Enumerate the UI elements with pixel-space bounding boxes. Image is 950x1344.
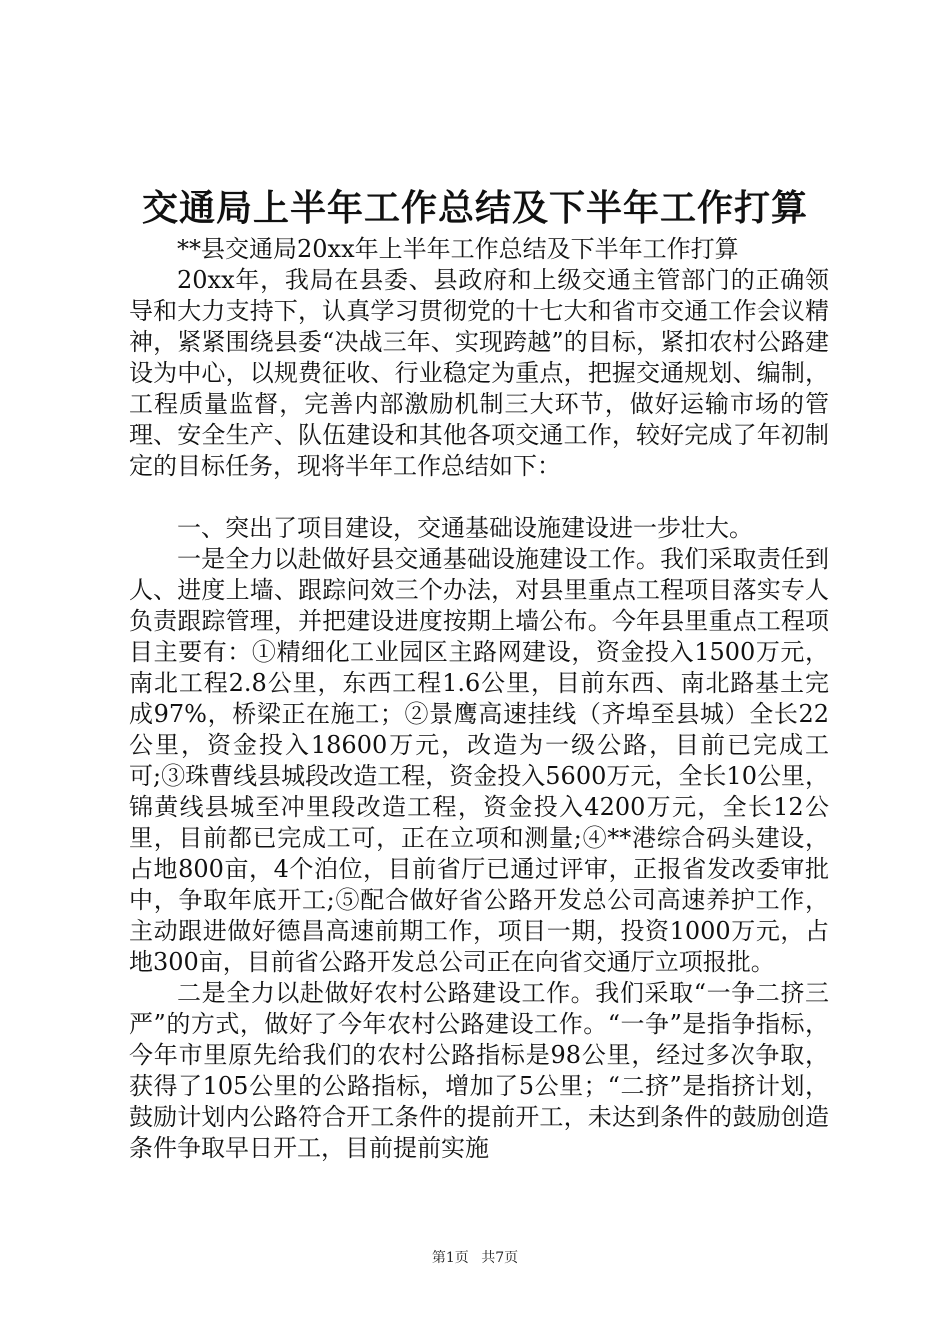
section-heading: 一、突出了项目建设，交通基础设施建设进一步壮大。 [177, 514, 753, 542]
page-footer [0, 1248, 950, 1268]
page-total: 共7页 [481, 1250, 519, 1266]
body-paragraph: 二是全力以赴做好农村公路建设工作。我们采取“一争二挤三严”的方式，做好了今年农村公路建设工作。“一争”是指争指标，今年市里原先给我们的农村公路指标是98公里，经过多次争取，获得了105公里的公路指标，增加了5公里；“二挤”是指挤计划，鼓励计划内公路符合开工条件的提前开工，未达到条件的鼓励创造条件争取早日开工，目前提前实施 [129, 979, 829, 1162]
page-number: 第1页 [431, 1250, 469, 1266]
document-body [129, 234, 829, 1164]
subtitle-paragraph: **县交通局20xx年上半年工作总结及下半年工作打算 [177, 235, 739, 263]
document-title: 交通局上半年工作总结及下半年工作打算 [141, 188, 808, 229]
intro-paragraph: 20xx年，我局在县委、县政府和上级交通主管部门的正确领导和大力支持下，认真学习贯彻党的十七大和省市交通工作会议精神，紧紧围绕县委“决战三年、实现跨越”的目标，紧扣农村公路建设为中心，以规费征收、行业稳定为重点，把握交通规划、编制，工程质量监督，完善内部激励机制三大环节，做好运输市场的管理、安全生产、队伍建设和其他各项交通工作，较好完成了年初制定的目标任务，现将半年工作总结如下： [129, 266, 829, 480]
paragraph-spacer [129, 482, 829, 513]
body-paragraph: 一是全力以赴做好县交通基础设施建设工作。我们采取责任到人、进度上墙、跟踪问效三个办法，对县里重点工程项目落实专人负责跟踪管理，并把建设进度按期上墙公布。今年县里重点工程项目主要有：①精细化工业园区主路网建设，资金投入1500万元，南北工程2.8公里，东西工程1.6公里，目前东西、南北路基土完成97%，桥梁正在施工；②景鹰高速挂线（齐埠至县城）全长22公里，资金投入18600万元，改造为一级公路，目前已完成工可;③珠曹线县城段改造工程，资金投入5600万元，全长10公里，锦黄线县城至冲里段改造工程，资金投入4200万元，全长12公里，目前都已完成工可，正在立项和测量;④**港综合码头建设，占地800亩，4个泊位，目前省厅已通过评审，正报省发改委审批中，争取年底开工;⑤配合做好省公路开发总公司高速养护工作，主动跟进做好德昌高速前期工作，项目一期，投资1000万元，占地300亩，目前省公路开发总公司正在向省交通厅立项报批。 [129, 545, 829, 976]
